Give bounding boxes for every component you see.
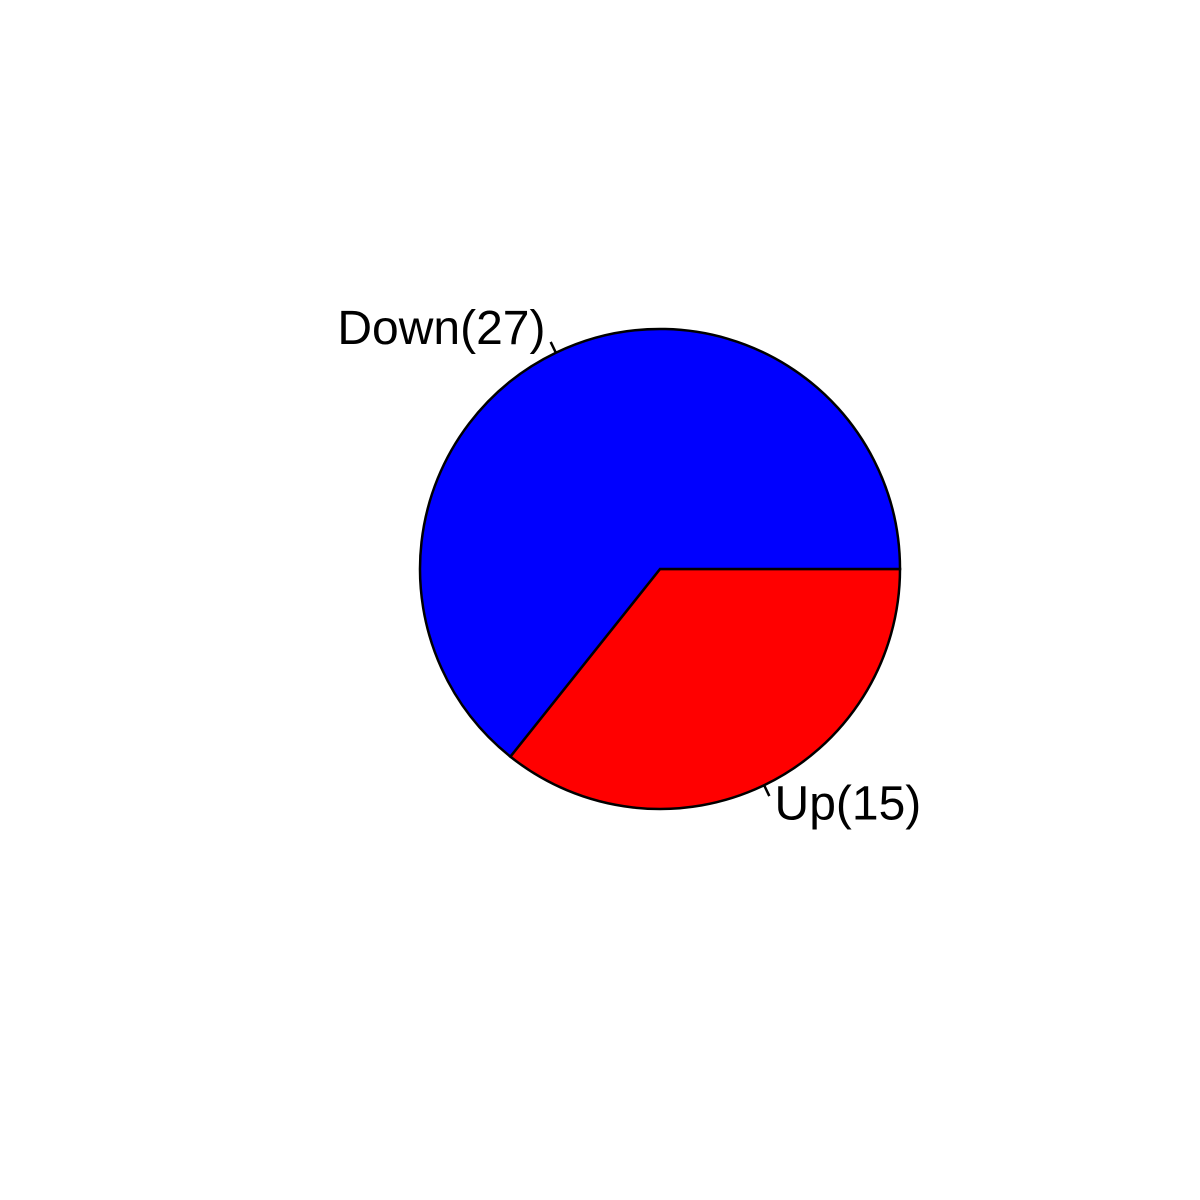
leader-line-up	[764, 785, 769, 796]
pie-slices	[420, 329, 900, 809]
pie-label-up: Up(15)	[774, 777, 922, 831]
pie-label-down: Down(27)	[337, 301, 546, 355]
leader-line-down	[551, 342, 556, 353]
